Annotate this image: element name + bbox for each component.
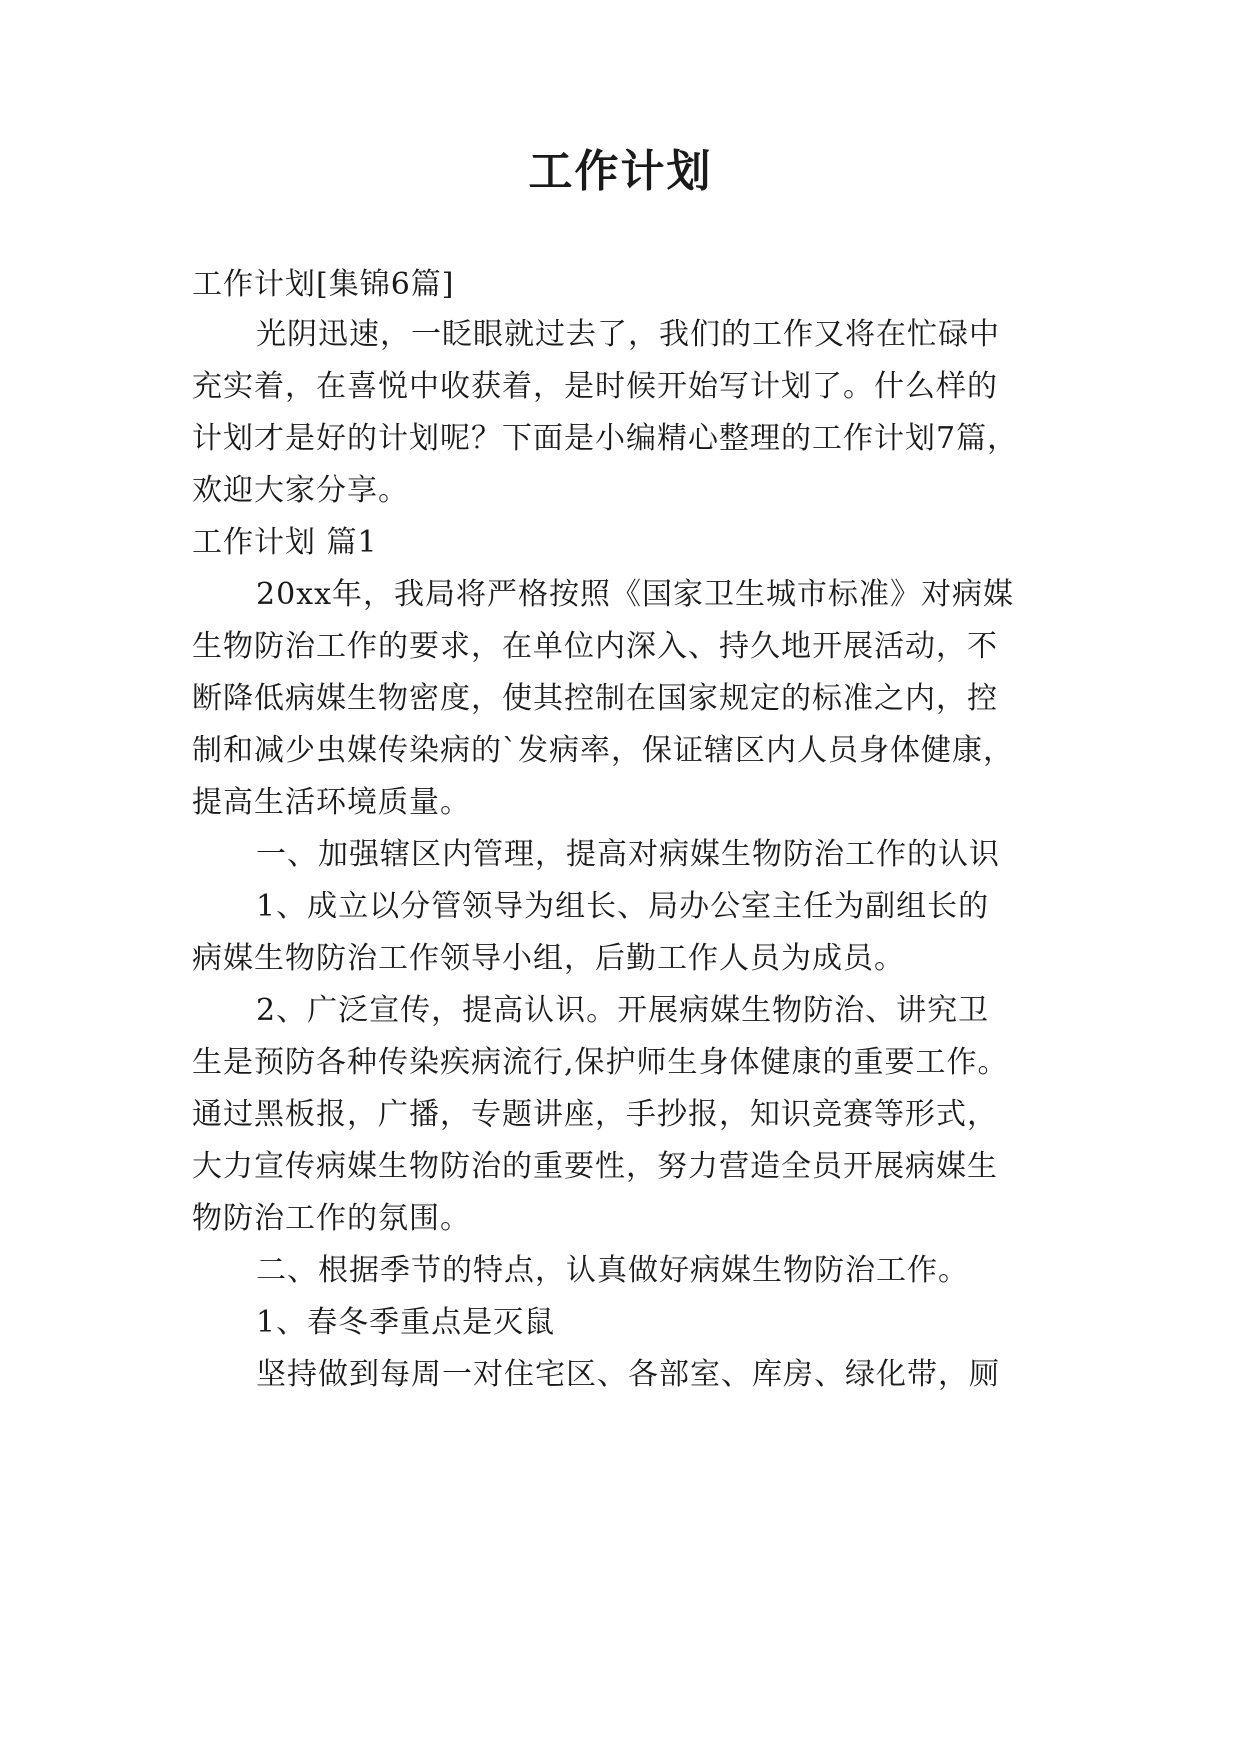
paragraph-line: 提高生活环境质量。 <box>192 785 471 820</box>
paragraph-line: 充实着，在喜悦中收获着，是时候开始写计划了。什么样的 <box>192 369 998 404</box>
paragraph-line: 物防治工作的氛围。 <box>192 1201 471 1236</box>
paragraph-line: 病媒生物防治工作领导小组，后勤工作人员为成员。 <box>192 941 905 976</box>
paragraph-line: 1、春冬季重点是灭鼠 <box>256 1305 556 1340</box>
paragraph-line: 通过黑板报，广播，专题讲座，手抄报，知识竞赛等形式， <box>192 1097 998 1132</box>
paragraph-line: 20xx年，我局将严格按照《国家卫生城市标准》对病媒 <box>256 577 1015 612</box>
document-title: 工作计划 <box>528 146 713 197</box>
paragraph-line: 2、广泛宣传，提高认识。开展病媒生物防治、讲究卫 <box>256 993 990 1028</box>
paragraph-line: 大力宣传病媒生物防治的重要性，努力营造全员开展病媒生 <box>192 1149 998 1184</box>
paragraph-line: 断降低病媒生物密度，使其控制在国家规定的标准之内，控 <box>192 681 998 716</box>
paragraph-line: 计划才是好的计划呢？下面是小编精心整理的工作计划7篇， <box>192 421 1019 456</box>
paragraph-line: 制和减少虫媒传染病的`发病率，保证辖区内人员身体健康， <box>192 733 1014 768</box>
section-heading: 工作计划 篇1 <box>192 525 378 560</box>
paragraph-line: 生物防治工作的要求，在单位内深入、持久地开展活动，不 <box>192 629 998 664</box>
paragraph-line: 坚持做到每周一对住宅区、各部室、库房、绿化带，厕 <box>256 1357 1000 1392</box>
paragraph-line: 生是预防各种传染疾病流行,保护师生身体健康的重要工作。 <box>192 1045 1009 1080</box>
doc-subtitle: 工作计划[集锦6篇] <box>192 267 455 302</box>
paragraph-line: 1、成立以分管领导为组长、局办公室主任为副组长的 <box>256 889 990 924</box>
paragraph-line: 一、加强辖区内管理，提高对病媒生物防治工作的认识 <box>256 837 1000 872</box>
paragraph-line: 二、根据季节的特点，认真做好病媒生物防治工作。 <box>256 1253 969 1288</box>
paragraph-line: 欢迎大家分享。 <box>192 473 409 508</box>
paragraph-line: 光阴迅速，一眨眼就过去了，我们的工作又将在忙碌中 <box>256 317 1000 352</box>
